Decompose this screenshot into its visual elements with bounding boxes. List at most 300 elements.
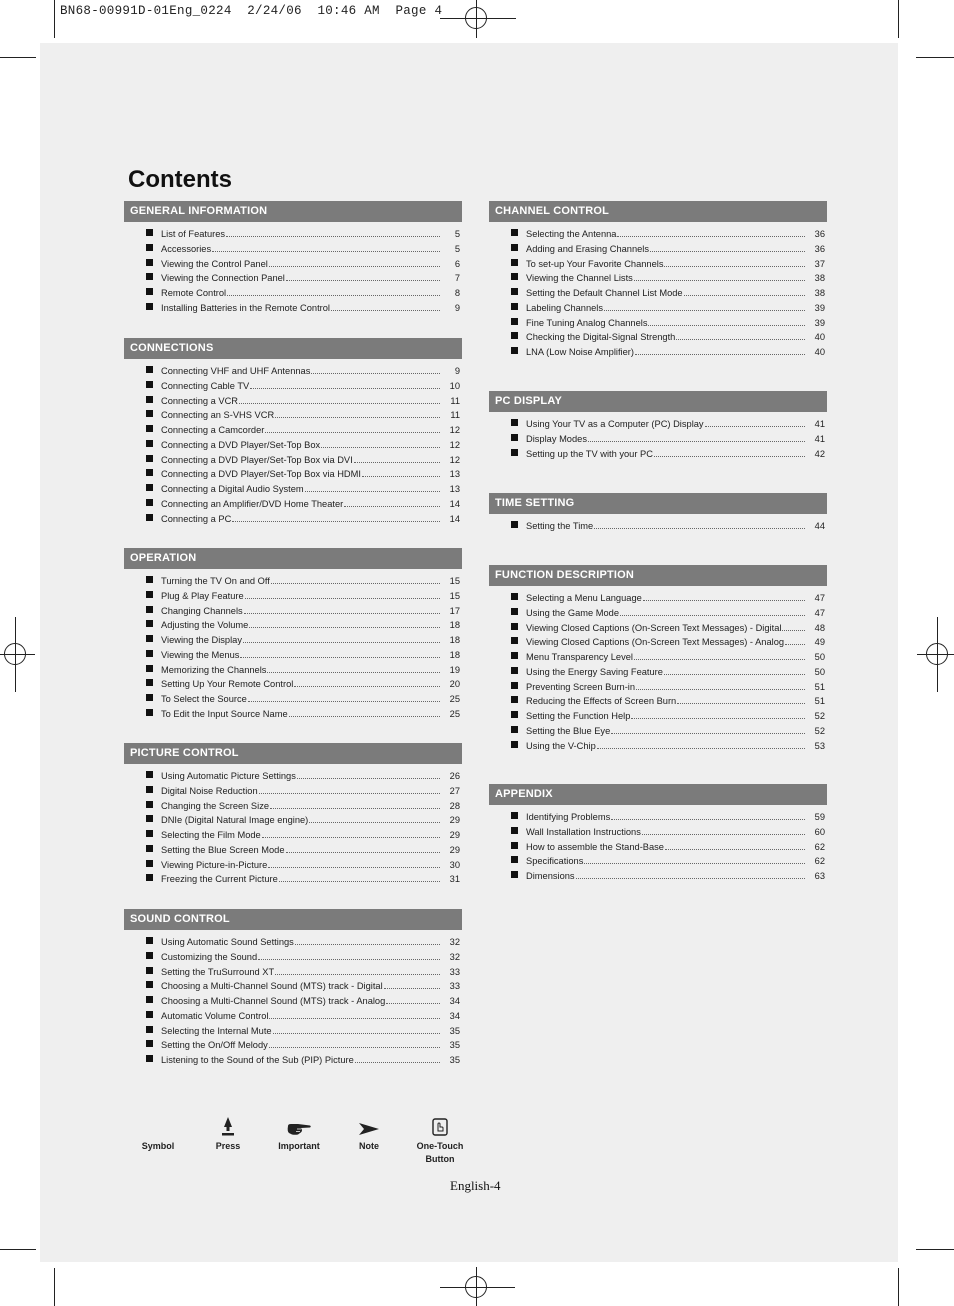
dot-leader	[643, 600, 805, 601]
toc-entry-page: 29	[449, 844, 460, 855]
toc-entry-page: 31	[449, 874, 460, 885]
toc-entry-title: Setting the Blue Screen Mode	[161, 844, 285, 855]
crop-mark	[916, 1249, 954, 1250]
square-bullet-icon	[146, 709, 153, 716]
square-bullet-icon	[146, 815, 153, 822]
dot-leader	[258, 959, 440, 960]
dot-leader	[588, 441, 805, 442]
legend-item-important	[264, 1114, 334, 1153]
square-bullet-icon	[146, 366, 153, 373]
toc-entry-page: 53	[814, 740, 825, 751]
toc-entry-page: 11	[450, 395, 460, 406]
square-bullet-icon	[146, 303, 153, 310]
registration-mark	[465, 7, 487, 29]
square-bullet-icon	[146, 874, 153, 881]
dot-leader	[354, 462, 440, 463]
square-bullet-icon	[146, 273, 153, 280]
dot-leader	[654, 456, 805, 457]
square-bullet-icon	[146, 229, 153, 236]
toc-list	[124, 222, 462, 318]
section-heading: TIME SETTING	[489, 493, 827, 514]
toc-entry-page: 37	[814, 258, 825, 269]
toc-entry	[146, 288, 462, 303]
toc-entry-title: To Select the Source	[161, 694, 247, 704]
page-title: Contents	[128, 166, 232, 193]
square-bullet-icon	[146, 650, 153, 657]
square-bullet-icon	[511, 273, 518, 280]
toc-entry	[146, 499, 462, 514]
dot-leader	[227, 295, 440, 296]
section-picture-control	[124, 743, 462, 889]
legend-label: Press	[215, 1141, 241, 1151]
toc-entry-page: 6	[454, 258, 460, 269]
toc-entry	[146, 620, 462, 635]
toc-entry-title: Connecting a PC	[161, 513, 232, 524]
crop-mark	[0, 1249, 36, 1250]
toc-entry-title: Fine Tuning Analog Channels	[526, 317, 648, 328]
toc-entry-title: Connecting a DVD Player/Set-Top Box via DVI	[161, 454, 353, 465]
square-bullet-icon	[511, 229, 518, 236]
square-bullet-icon	[146, 1011, 153, 1018]
toc-entry-page: 51	[814, 696, 825, 707]
registration-mark	[4, 643, 26, 665]
toc-entry-title: Setting the Time	[526, 521, 594, 531]
square-bullet-icon	[146, 576, 153, 583]
toc-entry-title: Connecting a DVD Player/Set-Top Box via HDMI	[161, 469, 361, 480]
crop-mark	[54, 1268, 55, 1306]
dot-leader	[344, 506, 440, 507]
square-bullet-icon	[146, 425, 153, 432]
square-bullet-icon	[511, 259, 518, 266]
toc-entry-page: 41	[814, 433, 825, 444]
toc-entry	[146, 229, 462, 244]
toc-entry-title: Connecting an S-VHS VCR	[161, 410, 275, 421]
crop-mark	[515, 18, 516, 19]
dot-leader	[275, 417, 440, 418]
dot-leader	[271, 583, 440, 584]
toc-entry-title: To Edit the Input Source Name	[161, 708, 288, 719]
dot-leader	[268, 867, 440, 868]
dot-leader	[634, 659, 805, 660]
toc-entry	[511, 623, 827, 638]
square-bullet-icon	[146, 635, 153, 642]
toc-entry	[146, 874, 462, 889]
toc-entry-page: 40	[814, 332, 825, 343]
toc-entry-page: 9	[454, 366, 460, 376]
toc-entry-title: Using Your TV as a Computer (PC) Display	[526, 419, 704, 429]
dot-leader	[631, 718, 805, 719]
toc-entry-page: 27	[449, 785, 460, 796]
dot-leader	[244, 613, 440, 614]
toc-entry-title: Checking the Digital-Signal Strength	[526, 332, 676, 343]
toc-entry-page: 20	[449, 679, 460, 690]
crop-mark	[898, 0, 899, 38]
dot-leader	[212, 251, 440, 252]
legend-item-symbol	[123, 1114, 193, 1153]
dot-leader	[305, 491, 440, 492]
toc-entry	[146, 937, 462, 952]
square-bullet-icon	[511, 726, 518, 733]
toc-entry-page: 12	[449, 454, 460, 465]
dot-leader	[384, 988, 440, 989]
dot-leader	[294, 686, 440, 687]
press-icon	[193, 1114, 263, 1136]
toc-entry	[146, 469, 462, 484]
toc-entry	[511, 856, 827, 871]
dot-leader	[617, 236, 805, 237]
toc-entry-page: 8	[454, 288, 460, 298]
toc-entry	[146, 694, 462, 709]
toc-entry-title: Viewing the Menus	[161, 649, 240, 660]
toc-entry-page: 52	[814, 725, 825, 736]
toc-entry-page: 30	[449, 859, 460, 870]
toc-entry-page: 63	[814, 871, 825, 881]
legend-item-one-touch-button	[405, 1114, 475, 1166]
toc-entry	[511, 696, 827, 711]
square-bullet-icon	[146, 952, 153, 959]
legend-item-note	[334, 1114, 404, 1153]
toc-entry-title: Setting Up Your Remote Control	[161, 679, 294, 690]
dot-leader	[245, 598, 440, 599]
dot-leader	[269, 266, 440, 267]
toc-entry	[511, 449, 827, 464]
toc-entry-page: 5	[454, 229, 460, 239]
toc-entry-title: Using the V-Chip	[526, 740, 596, 751]
toc-entry	[146, 860, 462, 875]
toc-entry-title: Remote Control	[161, 288, 227, 298]
toc-entry	[511, 608, 827, 623]
toc-entry-page: 15	[449, 590, 460, 601]
toc-entry	[511, 741, 827, 756]
square-bullet-icon	[511, 856, 518, 863]
toc-entry-page: 34	[449, 1010, 460, 1021]
toc-list	[124, 569, 462, 724]
toc-entry-page: 19	[449, 664, 460, 675]
dot-leader	[289, 716, 440, 717]
toc-entry-title: Setting the Blue Eye	[526, 725, 611, 736]
square-bullet-icon	[146, 845, 153, 852]
square-bullet-icon	[511, 288, 518, 295]
dot-leader	[620, 615, 805, 616]
toc-entry	[146, 440, 462, 455]
toc-entry-title: Changing the Screen Size	[161, 800, 270, 811]
square-bullet-icon	[146, 981, 153, 988]
toc-entry-page: 44	[814, 521, 825, 531]
toc-entry-title: Connecting a Camcorder	[161, 425, 265, 435]
toc-entry	[511, 521, 827, 536]
toc-entry-page: 28	[449, 800, 460, 811]
dot-leader	[576, 878, 805, 879]
dot-leader	[297, 778, 440, 779]
toc-entry-title: Connecting an Amplifier/DVD Home Theater	[161, 498, 344, 509]
square-bullet-icon	[146, 967, 153, 974]
toc-entry-page: 47	[814, 593, 825, 603]
toc-list	[489, 412, 827, 463]
toc-entry-page: 42	[814, 448, 825, 459]
toc-entry	[146, 606, 462, 621]
toc-entry-page: 14	[449, 498, 460, 509]
toc-entry-page: 40	[814, 347, 825, 357]
toc-entry-title: Setting the Function Help	[526, 711, 631, 721]
arrowhead-icon	[334, 1114, 404, 1136]
toc-entry-page: 51	[814, 681, 825, 692]
square-bullet-icon	[146, 620, 153, 627]
toc-entry-title: Specifications	[526, 856, 584, 867]
square-bullet-icon	[511, 521, 518, 528]
toc-entry-title: Wall Installation Instructions	[526, 826, 641, 837]
toc-entry	[146, 244, 462, 259]
square-bullet-icon	[146, 694, 153, 701]
toc-entry-title: Using Automatic Sound Settings	[161, 937, 294, 947]
toc-entry-title: Selecting a Menu Language	[526, 593, 642, 603]
toc-entry-title: List of Features	[161, 229, 226, 239]
toc-list	[124, 764, 462, 889]
toc-entry	[146, 650, 462, 665]
toc-entry	[511, 827, 827, 842]
toc-entry-title: Preventing Screen Burn-in	[526, 681, 636, 692]
dot-leader	[331, 310, 440, 311]
toc-entry-page: 32	[449, 951, 460, 962]
square-bullet-icon	[146, 259, 153, 266]
toc-entry	[146, 259, 462, 274]
toc-entry	[146, 1055, 462, 1070]
toc-entry	[146, 815, 462, 830]
toc-list	[489, 805, 827, 886]
toc-entry-page: 18	[449, 649, 460, 660]
toc-entry-title: How to assemble the Stand-Base	[526, 841, 664, 852]
dot-leader	[250, 388, 440, 389]
toc-entry-page: 5	[454, 243, 460, 254]
toc-entry-title: Adjusting the Volume	[161, 620, 249, 631]
toc-entry-page: 32	[449, 937, 460, 947]
toc-entry	[146, 455, 462, 470]
square-bullet-icon	[511, 741, 518, 748]
toc-entry	[511, 273, 827, 288]
square-bullet-icon	[511, 244, 518, 251]
toc-entry	[146, 786, 462, 801]
toc-entry	[146, 1011, 462, 1026]
toc-entry	[511, 318, 827, 333]
dot-leader	[665, 849, 805, 850]
toc-entry-title: Changing Channels	[161, 605, 243, 616]
toc-entry-title: Freezing the Current Picture	[161, 874, 278, 885]
dot-leader	[785, 644, 805, 645]
toc-entry	[146, 967, 462, 982]
dot-leader	[648, 325, 805, 326]
toc-entry-page: 39	[814, 302, 825, 313]
toc-entry-title: Setting the On/Off Melody	[161, 1040, 268, 1051]
dot-leader	[270, 808, 440, 809]
dot-leader	[362, 476, 440, 477]
toc-entry	[146, 484, 462, 499]
toc-entry	[146, 665, 462, 680]
square-bullet-icon	[511, 696, 518, 703]
dot-leader	[782, 630, 805, 631]
square-bullet-icon	[511, 332, 518, 339]
toc-entry-page: 14	[449, 513, 460, 524]
toc-list	[124, 359, 462, 528]
pointing-hand-icon	[264, 1114, 334, 1136]
toc-entry-title: Turning the TV On and Off	[161, 576, 270, 586]
dot-leader	[664, 266, 805, 267]
crop-mark	[54, 0, 55, 38]
square-bullet-icon	[146, 665, 153, 672]
toc-entry-title: Automatic Volume Control	[161, 1010, 269, 1021]
toc-list	[124, 930, 462, 1070]
toc-entry-page: 12	[449, 439, 460, 450]
dot-leader	[597, 748, 805, 749]
toc-entry-page: 10	[449, 380, 460, 391]
square-bullet-icon	[146, 1040, 153, 1047]
square-bullet-icon	[511, 303, 518, 310]
legend-label: Symbol	[141, 1141, 175, 1151]
dot-leader	[584, 863, 805, 864]
section-heading: FUNCTION DESCRIPTION	[489, 565, 827, 586]
section-channel-control	[489, 201, 827, 362]
toc-entry-page: 18	[449, 635, 460, 645]
crop-mark	[898, 1268, 899, 1306]
crop-mark	[916, 57, 954, 58]
toc-entry	[511, 288, 827, 303]
toc-entry-title: Viewing Closed Captions (On-Screen Text Messages) - Digital	[526, 622, 782, 633]
toc-entry-title: Installing Batteries in the Remote Control	[161, 302, 330, 313]
toc-entry-title: Dimensions	[526, 871, 575, 881]
dot-leader	[664, 674, 805, 675]
toc-entry-title: Selecting the Film Mode	[161, 830, 261, 840]
toc-entry-title: Viewing Closed Captions (On-Screen Text Messages) - Analog	[526, 637, 785, 648]
toc-entry-title: Connecting VHF and UHF Antennas	[161, 366, 311, 376]
toc-entry-page: 17	[449, 605, 460, 616]
toc-entry-page: 62	[814, 841, 825, 852]
toc-entry-title: Accessories	[161, 243, 212, 254]
dot-leader	[295, 944, 440, 945]
toc-entry-page: 49	[814, 637, 825, 648]
dot-leader	[635, 354, 805, 355]
dot-leader	[650, 251, 805, 252]
square-bullet-icon	[146, 455, 153, 462]
square-bullet-icon	[511, 637, 518, 644]
square-bullet-icon	[511, 827, 518, 834]
toc-entry	[146, 410, 462, 425]
toc-entry-page: 60	[814, 826, 825, 837]
square-bullet-icon	[146, 499, 153, 506]
dot-leader	[249, 627, 440, 628]
section-heading: SOUND CONTROL	[124, 909, 462, 930]
toc-entry-title: Selecting the Internal Mute	[161, 1025, 272, 1036]
dot-leader	[232, 521, 440, 522]
toc-entry	[146, 576, 462, 591]
toc-entry	[511, 726, 827, 741]
square-bullet-icon	[146, 288, 153, 295]
dot-leader	[634, 280, 805, 281]
square-bullet-icon	[146, 591, 153, 598]
toc-entry-title: Selecting the Antenna	[526, 229, 617, 239]
toc-entry	[146, 679, 462, 694]
toc-entry-title: Viewing the Display	[161, 635, 242, 645]
toc-entry-title: Listening to the Sound of the Sub (PIP) Picture	[161, 1055, 354, 1065]
one-touch-button-icon	[405, 1114, 475, 1136]
section-time-setting	[489, 493, 827, 536]
toc-entry	[511, 419, 827, 434]
dot-leader	[321, 447, 440, 448]
toc-entry-title: Using the Energy Saving Feature	[526, 666, 663, 677]
dot-leader	[594, 528, 805, 529]
toc-entry-page: 36	[814, 229, 825, 239]
toc-entry-page: 35	[449, 1055, 460, 1065]
toc-entry-title: Menu Transparency Level	[526, 652, 633, 662]
square-bullet-icon	[146, 484, 153, 491]
square-bullet-icon	[511, 318, 518, 325]
square-bullet-icon	[146, 679, 153, 686]
dot-leader	[279, 881, 440, 882]
section-connections	[124, 338, 462, 528]
section-sound-control	[124, 909, 462, 1070]
dot-leader	[676, 339, 805, 340]
toc-entry-title: Labeling Channels	[526, 302, 604, 313]
square-bullet-icon	[146, 410, 153, 417]
toc-entry-title: Connecting a DVD Player/Set-Top Box	[161, 439, 321, 450]
dot-leader	[262, 837, 440, 838]
toc-entry-title: Digital Noise Reduction	[161, 785, 258, 796]
toc-entry-title: Adding and Erasing Channels	[526, 243, 650, 254]
toc-entry	[511, 842, 827, 857]
page-footer: English-4	[450, 1178, 501, 1193]
toc-list	[489, 222, 827, 362]
toc-entry-page: 62	[814, 856, 825, 867]
toc-entry-page: 52	[814, 711, 825, 721]
square-bullet-icon	[511, 593, 518, 600]
toc-entry	[146, 801, 462, 816]
toc-entry-page: 9	[454, 302, 460, 313]
toc-entry-title: Connecting Cable TV	[161, 380, 250, 391]
toc-entry	[146, 591, 462, 606]
toc-entry	[146, 996, 462, 1011]
toc-entry-page: 35	[449, 1025, 460, 1036]
square-bullet-icon	[146, 860, 153, 867]
square-bullet-icon	[146, 786, 153, 793]
dot-leader	[677, 703, 805, 704]
dot-leader	[386, 1003, 440, 1004]
toc-entry	[511, 259, 827, 274]
toc-entry-page: 39	[814, 317, 825, 328]
square-bullet-icon	[511, 871, 518, 878]
toc-entry	[146, 952, 462, 967]
square-bullet-icon	[511, 842, 518, 849]
toc-entry-page: 50	[814, 652, 825, 662]
section-appendix	[489, 784, 827, 886]
toc-entry-page: 13	[449, 469, 460, 480]
toc-entry	[146, 381, 462, 396]
toc-entry-title: Setting the TruSurround XT	[161, 966, 275, 977]
print-header: BN68-00991D-01Eng_0224 2/24/06 10:46 AM Page 4	[60, 4, 443, 18]
dot-leader	[259, 793, 440, 794]
toc-entry-page: 25	[449, 708, 460, 719]
dot-leader	[636, 689, 805, 690]
dot-leader	[286, 852, 440, 853]
toc-entry	[146, 709, 462, 724]
toc-entry	[511, 637, 827, 652]
toc-entry-title: Reducing the Effects of Screen Burn	[526, 696, 677, 707]
toc-entry	[146, 1040, 462, 1055]
dot-leader	[286, 280, 440, 281]
toc-entry-title: Setting up the TV with your PC	[526, 448, 653, 459]
toc-entry	[146, 366, 462, 381]
toc-entry-title: Customizing the Sound	[161, 951, 258, 962]
toc-entry-title: To set-up Your Favorite Channels	[526, 258, 664, 269]
dot-leader	[611, 819, 805, 820]
square-bullet-icon	[146, 937, 153, 944]
toc-entry-page: 35	[449, 1040, 460, 1051]
